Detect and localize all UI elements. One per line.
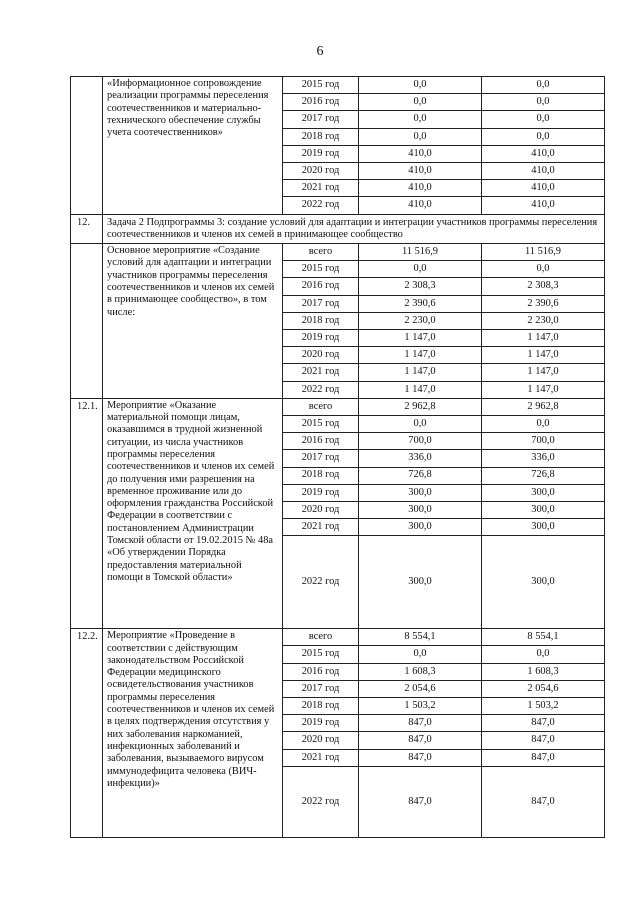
amount-total-cell: 1 503,2 xyxy=(359,698,482,715)
amount-budget-cell: 2 390,6 xyxy=(482,295,605,312)
amount-budget-cell: 0,0 xyxy=(482,128,605,145)
amount-total-cell: 0,0 xyxy=(359,94,482,111)
year-cell: всего xyxy=(283,629,359,646)
amount-total-cell: 1 147,0 xyxy=(359,347,482,364)
amount-budget-cell: 0,0 xyxy=(482,261,605,278)
amount-budget-cell: 1 147,0 xyxy=(482,347,605,364)
year-cell: 2021 год xyxy=(283,749,359,766)
program-table-body xyxy=(71,77,605,838)
amount-budget-cell: 847,0 xyxy=(482,766,605,837)
amount-budget-cell: 847,0 xyxy=(482,749,605,766)
amount-total-cell: 0,0 xyxy=(359,415,482,432)
amount-total-cell: 847,0 xyxy=(359,715,482,732)
year-cell: 2018 год xyxy=(283,312,359,329)
amount-budget-cell: 410,0 xyxy=(482,197,605,214)
row-number xyxy=(71,77,103,215)
amount-budget-cell: 300,0 xyxy=(482,536,605,629)
amount-total-cell: 410,0 xyxy=(359,145,482,162)
amount-total-cell: 300,0 xyxy=(359,484,482,501)
year-cell: 2019 год xyxy=(283,715,359,732)
amount-total-cell: 0,0 xyxy=(359,77,482,94)
amount-total-cell: 300,0 xyxy=(359,536,482,629)
amount-budget-cell: 8 554,1 xyxy=(482,629,605,646)
year-cell: 2022 год xyxy=(283,381,359,398)
amount-total-cell: 410,0 xyxy=(359,180,482,197)
table-row xyxy=(71,244,605,261)
amount-budget-cell: 410,0 xyxy=(482,162,605,179)
year-cell: 2021 год xyxy=(283,180,359,197)
amount-total-cell: 410,0 xyxy=(359,162,482,179)
year-cell: 2018 год xyxy=(283,698,359,715)
amount-total-cell: 2 230,0 xyxy=(359,312,482,329)
year-cell: 2019 год xyxy=(283,145,359,162)
year-cell: 2018 год xyxy=(283,128,359,145)
year-cell: 2015 год xyxy=(283,415,359,432)
year-cell: 2019 год xyxy=(283,330,359,347)
amount-total-cell: 2 962,8 xyxy=(359,398,482,415)
amount-total-cell: 0,0 xyxy=(359,646,482,663)
amount-budget-cell: 2 962,8 xyxy=(482,398,605,415)
amount-total-cell: 726,8 xyxy=(359,467,482,484)
amount-budget-cell: 410,0 xyxy=(482,145,605,162)
year-cell: 2016 год xyxy=(283,94,359,111)
year-cell: 2015 год xyxy=(283,77,359,94)
year-cell: 2018 год xyxy=(283,467,359,484)
amount-total-cell: 1 147,0 xyxy=(359,381,482,398)
amount-budget-cell: 300,0 xyxy=(482,519,605,536)
year-cell: 2019 год xyxy=(283,484,359,501)
row-description: Основное мероприятие «Создание условий для адаптации и интеграции участников программы переселения соотечественников и членов их семей в принимающее сообщество», в том числе: xyxy=(103,244,283,399)
amount-budget-cell: 726,8 xyxy=(482,467,605,484)
year-cell: 2022 год xyxy=(283,197,359,214)
row-number: 12.1. xyxy=(71,398,103,629)
amount-total-cell: 300,0 xyxy=(359,519,482,536)
table-row xyxy=(71,629,605,646)
amount-total-cell: 0,0 xyxy=(359,128,482,145)
amount-total-cell: 336,0 xyxy=(359,450,482,467)
amount-total-cell: 1 147,0 xyxy=(359,364,482,381)
amount-budget-cell: 11 516,9 xyxy=(482,244,605,261)
year-cell: 2016 год xyxy=(283,278,359,295)
year-cell: 2015 год xyxy=(283,646,359,663)
year-cell: всего xyxy=(283,244,359,261)
amount-total-cell: 2 390,6 xyxy=(359,295,482,312)
amount-budget-cell: 1 503,2 xyxy=(482,698,605,715)
year-cell: 2021 год xyxy=(283,519,359,536)
amount-budget-cell: 1 608,3 xyxy=(482,663,605,680)
amount-budget-cell: 1 147,0 xyxy=(482,381,605,398)
year-cell: 2022 год xyxy=(283,766,359,837)
year-cell: 2022 год xyxy=(283,536,359,629)
row-number: 12.2. xyxy=(71,629,103,838)
year-cell: 2017 год xyxy=(283,111,359,128)
row-number: 12. xyxy=(71,214,103,244)
amount-budget-cell: 410,0 xyxy=(482,180,605,197)
amount-total-cell: 0,0 xyxy=(359,111,482,128)
amount-budget-cell: 1 147,0 xyxy=(482,330,605,347)
year-cell: 2016 год xyxy=(283,663,359,680)
row-description: Мероприятие «Проведение в соответствии с действующим законодательством Российской Федерации медицинского освидетельствования участников программы переселения соотечественников и членов их семей в целях подтверждения отсутствия у них заболевания наркоманией, инфекционных заболеваний и заболевания, вызываемого вирусом иммунодефицита человека (ВИЧ-инфекции)» xyxy=(103,629,283,838)
amount-total-cell: 0,0 xyxy=(359,261,482,278)
year-cell: 2020 год xyxy=(283,732,359,749)
amount-total-cell: 1 147,0 xyxy=(359,330,482,347)
year-cell: 2015 год xyxy=(283,261,359,278)
amount-total-cell: 847,0 xyxy=(359,732,482,749)
amount-budget-cell: 0,0 xyxy=(482,94,605,111)
task-row xyxy=(71,214,605,244)
year-cell: 2021 год xyxy=(283,364,359,381)
year-cell: 2016 год xyxy=(283,433,359,450)
row-number xyxy=(71,244,103,399)
year-cell: 2017 год xyxy=(283,450,359,467)
amount-total-cell: 2 054,6 xyxy=(359,680,482,697)
amount-budget-cell: 0,0 xyxy=(482,646,605,663)
amount-total-cell: 2 308,3 xyxy=(359,278,482,295)
amount-budget-cell: 300,0 xyxy=(482,501,605,518)
amount-budget-cell: 847,0 xyxy=(482,715,605,732)
amount-total-cell: 847,0 xyxy=(359,749,482,766)
amount-total-cell: 300,0 xyxy=(359,501,482,518)
amount-budget-cell: 300,0 xyxy=(482,484,605,501)
page-number: 6 xyxy=(316,44,324,59)
amount-total-cell: 8 554,1 xyxy=(359,629,482,646)
amount-budget-cell: 847,0 xyxy=(482,732,605,749)
year-cell: 2020 год xyxy=(283,347,359,364)
amount-budget-cell: 1 147,0 xyxy=(482,364,605,381)
amount-total-cell: 11 516,9 xyxy=(359,244,482,261)
amount-budget-cell: 2 230,0 xyxy=(482,312,605,329)
amount-budget-cell: 336,0 xyxy=(482,450,605,467)
task-text: Задача 2 Подпрограммы 3: создание условий для адаптации и интеграции участников программы переселения соотечественников и членов их семей в принимающее сообщество xyxy=(103,214,605,244)
program-table xyxy=(70,76,605,838)
amount-total-cell: 1 608,3 xyxy=(359,663,482,680)
amount-total-cell: 847,0 xyxy=(359,766,482,837)
row-description: Мероприятие «Оказание материальной помощи лицам, оказавшимся в трудной жизненной ситуации, из числа участников программы переселения соотечественников и членов их семей до получения ими разрешения на временное проживание или до оформления гражданства Российской Федерации в соответствии с постановлением Администрации Томской области от 19.02.2015 № 48а «Об утверждении Порядка предоставления материальной помощи в Томской области» xyxy=(103,398,283,629)
year-cell: 2020 год xyxy=(283,162,359,179)
amount-budget-cell: 2 054,6 xyxy=(482,680,605,697)
amount-budget-cell: 700,0 xyxy=(482,433,605,450)
amount-total-cell: 410,0 xyxy=(359,197,482,214)
year-cell: 2020 год xyxy=(283,501,359,518)
table-row xyxy=(71,77,605,94)
year-cell: всего xyxy=(283,398,359,415)
year-cell: 2017 год xyxy=(283,680,359,697)
year-cell: 2017 год xyxy=(283,295,359,312)
amount-budget-cell: 0,0 xyxy=(482,415,605,432)
amount-total-cell: 700,0 xyxy=(359,433,482,450)
amount-budget-cell: 2 308,3 xyxy=(482,278,605,295)
row-description: «Информационное сопровождение реализации программы переселения соотечественников и материально-технического обеспечение службы учета соотечественников» xyxy=(103,77,283,215)
amount-budget-cell: 0,0 xyxy=(482,111,605,128)
amount-budget-cell: 0,0 xyxy=(482,77,605,94)
table-row xyxy=(71,398,605,415)
